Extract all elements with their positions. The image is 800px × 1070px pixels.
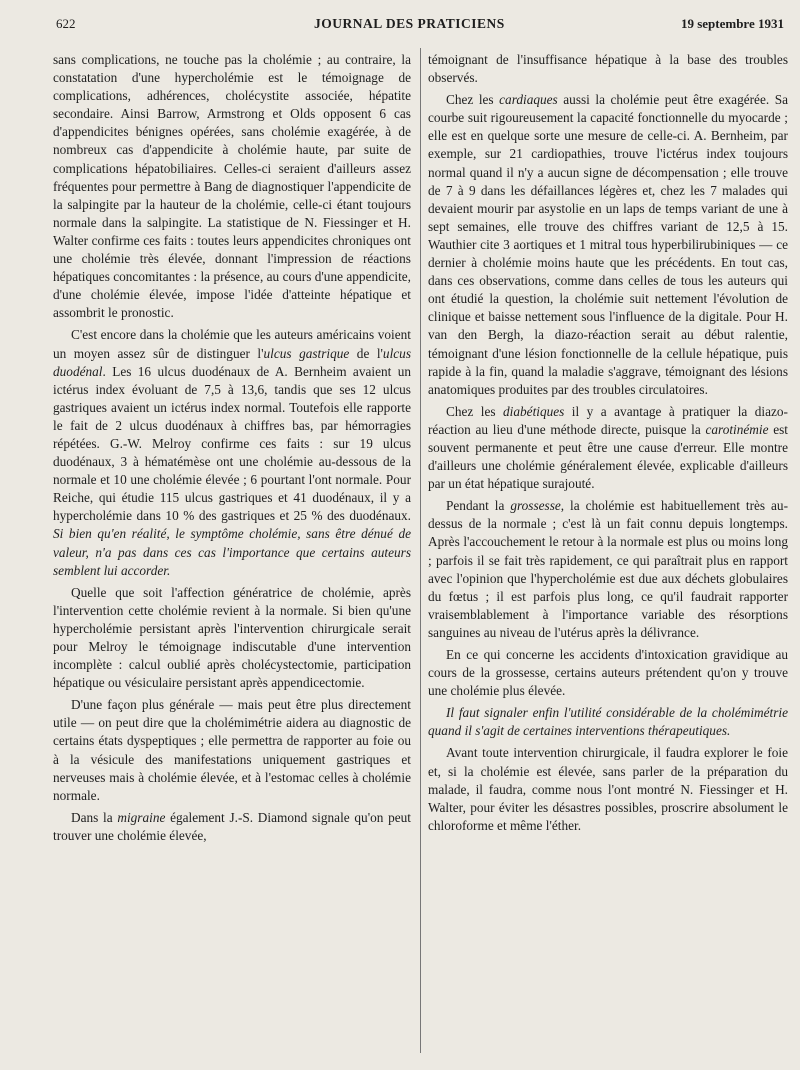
paragraph-chirurgie: Avant toute intervention chirurgicale, il faudra explorer le foie et, si la cholémie est élevée, sans parler de la préparation du malade, il faudra, comme nous l'ont montré N. Fiessinger et H. Walter, pour éviter les désastres possibles, proscrire absolument le chloroforme et même l'éther. <box>428 745 788 833</box>
column-rule <box>420 48 421 1053</box>
running-header <box>56 16 784 38</box>
paragraph-intoxication: En ce qui concerne les accidents d'intoxication gravidique au cours de la grossesse, certains auteurs prétendent qu'on y trouve une cholémie plus élevée. <box>428 647 788 699</box>
paragraph-appendicite: sans complications, ne touche pas la cholémie ; au contraire, la constatation d'une hypercholémie est le témoignage de complications, adhérences, cholécystite associée, hépatite secondaire. Ainsi Barrow, Armstrong et Olds opposent 6 cas d'appendicites bénignes opérées, sans cholémie exagérée, à de nombreux cas d'appendicite à cholémie haute, par suite de complications hépatobiliaires. Celles-ci seraient d'ailleurs assez fréquentes pour permettre à Bang de diagnostiquer l'appendicite de la salpingite par la hauteur de la cholémie, celle-ci étant toujours normale dans la salpingite. La statistique de N. Fiessinger et H. Walter confirme ces faits : toutes leurs appendicites chroniques ont une cholémie très élevée, donnant l'impression de réactions hépatiques concomitantes : la présence, au cours d'une appendicite, d'une cholémie élevée, impose l'idée d'atteinte hépatique et assombrit le pronostic. <box>53 52 411 321</box>
left-column <box>53 51 411 849</box>
paragraph-diabetiques: Chez les diabétiques il y a avantage à pratiquer la diazo-réaction au lieu d'une méthode directe, puisque la carotinémie est souvent permanente et peut être une cause d'erreur. Elle montre d'ailleurs une cholémie généralement élevée, explicable d'ailleurs par un état hépatique surajouté. <box>428 403 788 492</box>
right-column <box>428 51 788 839</box>
page-number: 622 <box>56 16 76 31</box>
paragraph-intervention: Quelle que soit l'affection génératrice de cholémie, après l'intervention cette cholémie revient à la normale. Si bien qu'une hypercholémie persistant après l'intervention chirurgicale serait pour Melroy le témoignage indiscutable d'une intervention incomplète : calcul oublié après cholécystectomie, participation hépatique ou vésiculaire persistant après appendicectomie. <box>53 584 411 691</box>
paragraph-dyspepsie: D'une façon plus générale — mais peut être plus directement utile — on peut dire que la cholémimétrie aidera au diagnostic de certains états dyspeptiques ; elle permettra de rapporter au foie ou à la vésicule des manifestations uniquement gastriques et nerveuses mais à cholémie élevée, et à l'estomac celles à cholémie normale. <box>53 697 411 803</box>
paragraph-cardiaques: Chez les cardiaques aussi la cholémie peut être exagérée. Sa courbe suit rigoureusement la capacité fonctionnelle du myocarde ; elle est en quelque sorte une mesure de celle-ci. A. Bernheim, par exemple, sur 21 cardiopathies, trouve l'ictérus index toujours normal quand il n'y a aucun signe de décompensation ; elle trouve de 7 à 9 dans les défaillances légères et, chez les 7 malades qui devaient mourir par asystolie en un laps de temps variant de une à sept semaines, elle trouve des chiffres variant de 12,5 à 15. Wauthier cite 3 aortiques et 1 mitral tous hyperbilirubiniques — ce dernier à cholémie moins haute que les précédents. En tout cas, dans ces observations, comme dans celles de tous les auteurs qui ont étudié la question, la cholémie suit nettement l'évolution de clinique et baisse nettement sous l'influence de la digitale. Pour H. van den Bergh, la diazo-réaction serait au début ralentie, témoignant d'une lésion fonctionnelle de la cellule hépatique, puis rapide à la fin, quand la maladie s'aggrave, témoignant des lésions anatomiques produites par des troubles circulatoires. <box>428 92 788 397</box>
paragraph-migraine-cont: témoignant de l'insuffisance hépatique à la base des troubles observés. <box>428 52 788 86</box>
issue-date: 19 septembre 1931 <box>680 16 784 31</box>
paragraph-ulcus: C'est encore dans la cholémie que les auteurs américains voient un moyen assez sûr de distinguer l'ulcus gastrique de l'ulcus duodénal. Les 16 ulcus duodénaux de A. Bernheim avaient un ictérus index évoluant de 7,5 à 13,6, tandis que ses 12 ulcus gastriques avaient un ictérus index normal. Toutefois elle rapporte le fait de 2 ulcus duodénaux à chiffres bas, par hémorragies répétées. G.-W. Melroy confirme ces faits : sur 19 ulcus duodénaux, 3 à hématémèse ont une cholémie au-dessous de la normale et 10 une cholémie élevée ; 6 pourtant l'ont normale. Pour Reiche, qui étudie 115 ulcus gastriques et 41 duodénaux, il y a hypercholémie dans 10 % des gastriques et 25 % des duodénaux. Si bien qu'en réalité, le symptôme cholémie, sans être dénué de valeur, n'a pas dans ces cas l'importance que certains auteurs semblent lui accorder. <box>53 327 411 578</box>
paragraph-grossesse: Pendant la grossesse, la cholémie est habituellement très au-dessus de la normale ; c'est là un fait connu depuis longtemps. Après l'accouchement le retour à la normale est plus ou moins long ; parfois il se fait très rapidement, ce qui paraîtrait plus en rapport avec l'opinion que l'hypercholémie est due aux déchets globulaires du fœtus ; il est parfois plus long, ce qu'il faudrait rapporter vraisemblablement à l'importance variable des résorptions sanguines au niveau de l'utérus après la délivrance. <box>428 498 789 640</box>
journal-title: JOURNAL DES PRATICIENS <box>314 16 505 31</box>
paragraph-migraine: Dans la migraine également J.-S. Diamond signale qu'on peut trouver une cholémie élevée, <box>53 809 411 843</box>
paragraph-therapeutique: Il faut signaler enfin l'utilité considérable de la cholémimétrie quand il s'agit de certaines interventions thérapeutiques. <box>428 705 788 739</box>
